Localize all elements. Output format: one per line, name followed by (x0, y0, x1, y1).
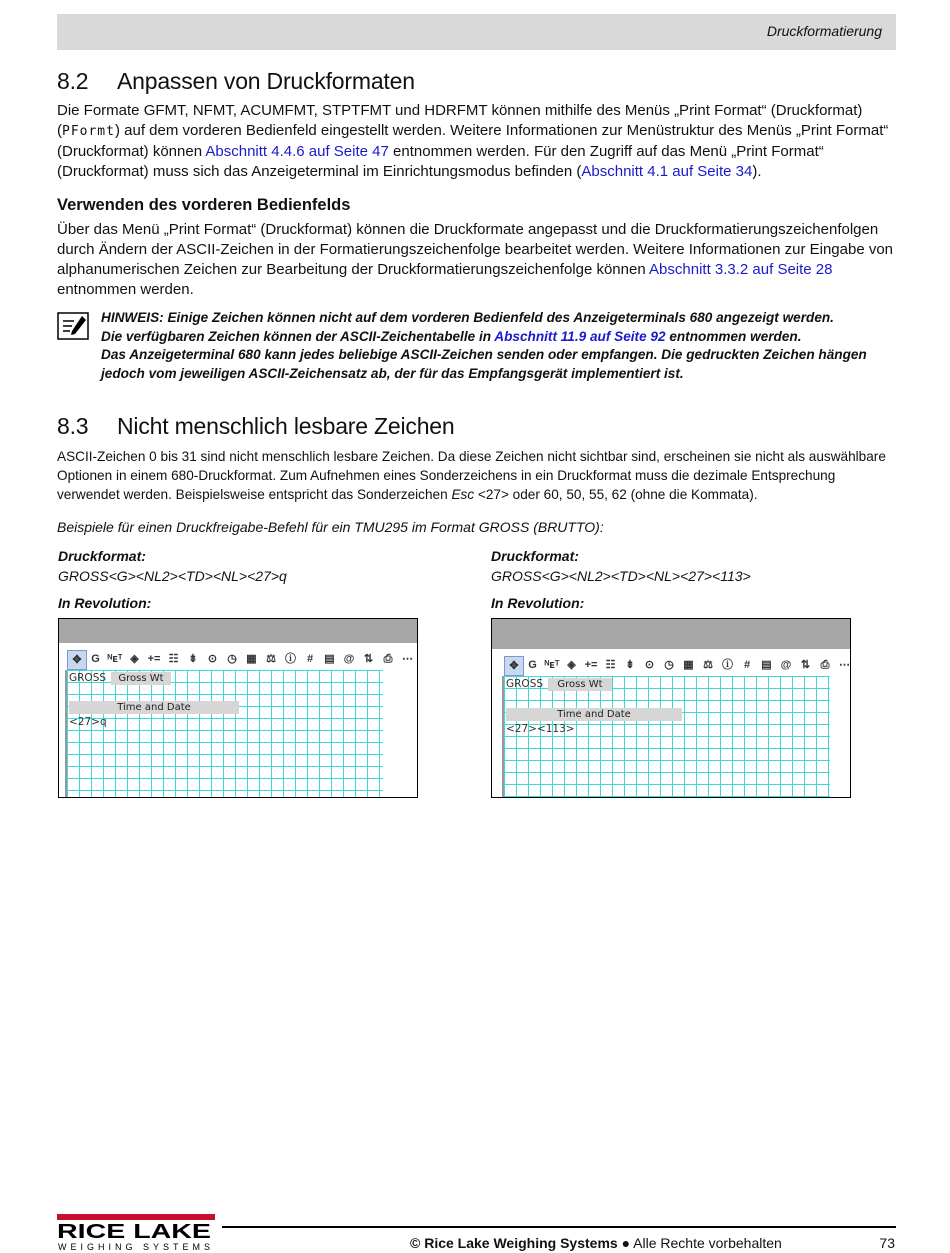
window-titlebar (59, 619, 417, 643)
link-section-11-9[interactable]: Abschnitt 11.9 auf Seite 92 (494, 328, 666, 344)
clock-icon[interactable]: ◷ (664, 659, 674, 671)
text: <27> oder 60, 50, 55, 62 (ohne die Kommata). (474, 487, 758, 502)
toolbar-button-net[interactable]: ᴺᴇᵀ (544, 659, 560, 671)
text: entnommen werden. (57, 281, 194, 298)
grid-gross-label: GROSS (69, 672, 107, 684)
grid-gross-wt-box: Gross Wt (548, 678, 612, 691)
toolbar-button-hash[interactable]: # (306, 653, 314, 665)
rice-lake-logo (57, 1214, 215, 1252)
paragraph-print-formats (57, 101, 897, 182)
bar-icon[interactable]: ▤ (761, 659, 772, 671)
example-2-value: GROSS<G><NL2><TD><NL><27><113> (491, 568, 751, 584)
note-pencil-icon (57, 312, 89, 340)
grid-gross-label: GROSS (506, 678, 544, 690)
calendar-icon[interactable]: ▦ (246, 653, 257, 665)
section-heading-8-2 (57, 68, 415, 95)
toolbar-button-plus-equals[interactable]: += (147, 653, 161, 665)
scale-icon[interactable]: ⚖ (703, 659, 713, 671)
text: ) auf dem vorderen Bedienfeld eingestellt werden. Weitere Informationen zur Menüstruktur des Menüs „Print Format“ (Druckformat) können (57, 122, 889, 160)
swap-icon[interactable]: ⇅ (800, 659, 811, 671)
link-section-4-1[interactable]: Abschnitt 4.1 auf Seite 34 (581, 163, 753, 180)
toolbar-button-hash[interactable]: # (743, 659, 751, 671)
toolbar-button-plus-equals[interactable]: += (584, 659, 598, 671)
setpoint-icon[interactable]: ⊙ (644, 659, 655, 671)
section-heading-8-3 (57, 413, 454, 440)
text: entnommen werden. (665, 328, 802, 344)
setpoint-icon[interactable]: ⊙ (207, 653, 218, 665)
window-titlebar (492, 619, 850, 649)
grid-time-date-box: Time and Date (506, 708, 682, 721)
revolution-screenshot-2 (491, 618, 851, 798)
copyright-text: © Rice Lake Weighing Systems (410, 1235, 618, 1251)
overflow-icon[interactable]: ⋯ (839, 659, 850, 671)
example-1-label: Druckformat: (58, 548, 146, 564)
footer-copyright: © Rice Lake Weighing Systems ● Alle Rechte vorbehalten (410, 1235, 782, 1251)
toolbar-button-at[interactable]: @ (343, 653, 355, 665)
toolbar-button-at[interactable]: @ (780, 659, 792, 671)
section-title: Anpassen von Druckformaten (117, 68, 415, 94)
link-section-3-3-2[interactable]: Abschnitt 3.3.2 auf Seite 28 (649, 261, 833, 278)
example-2-revolution-label: In Revolution: (491, 595, 585, 611)
paragraph-front-panel (57, 220, 897, 300)
clock-icon[interactable]: ◷ (227, 653, 237, 665)
subsection-heading: Verwenden des vorderen Bedienfelds (57, 196, 351, 214)
section-number: 8.2 (57, 68, 89, 94)
logo-sub-text: WEIGHING SYSTEMS (58, 1242, 210, 1252)
overflow-icon[interactable]: ⋯ (402, 653, 413, 665)
logo-main-text: RICE LAKE (57, 1221, 211, 1243)
id-icon[interactable]: ⓘ (285, 653, 296, 665)
note-line-2 (101, 328, 891, 347)
text: entnommen werden. Für den Zugriff auf das Menü „Print Format“ (Druckformat) muss sich das Anzeigeterminal im Einrichtungsmodus befinden ( (57, 143, 824, 180)
gross-net-tare-icon[interactable]: ☷ (605, 659, 616, 671)
header-title: Druckformatierung (766, 23, 882, 39)
grid-code-label: <27><113> (506, 723, 575, 735)
id-icon[interactable]: ⓘ (722, 659, 733, 671)
text: ASCII-Zeichen 0 bis 31 sind nicht menschlich lesbare Zeichen. Da diese Zeichen nicht sichtbar sind, erscheinen sie nicht als auswählbare Optionen in einem 680-Druckformat. Zum Aufnehmen eines Sonderzeichens in ein Druckformat muss die dezimale Entsprechung verwendet werden. Beispielsweise entspricht das Sonderzeichen (57, 449, 886, 502)
section-title: Nicht menschlich lesbare Zeichen (117, 413, 455, 439)
toolbar-button-net[interactable]: ᴺᴇᵀ (107, 653, 123, 665)
example-1-value: GROSS<G><NL2><TD><NL><27>q (58, 568, 287, 584)
format-grid[interactable] (65, 670, 383, 798)
grid-time-date-box: Time and Date (69, 701, 239, 714)
toolbar (59, 646, 417, 672)
header-bar (57, 14, 896, 50)
printer-icon[interactable]: ⎙ (820, 659, 830, 671)
note-line-1: HINWEIS: Einige Zeichen können nicht auf dem vorderen Bedienfeld des Anzeigeterminals 680 angezeigt werden. (101, 310, 834, 325)
rights-text: Alle Rechte vorbehalten (633, 1235, 782, 1251)
example-1-revolution-label: In Revolution: (58, 595, 152, 611)
select-icon[interactable]: ✥ (67, 650, 87, 670)
example-intro: Beispiele für einen Druckfreigabe-Befehl für ein TMU295 im Format GROSS (BRUTTO): (57, 519, 604, 535)
toolbar-button-g[interactable]: G (91, 653, 100, 665)
section-number: 8.3 (57, 413, 89, 439)
text: Die verfügbaren Zeichen können der ASCII-Zeichentabelle in (101, 328, 495, 344)
revolution-screenshot-1 (58, 618, 418, 798)
grid-gross-wt-box: Gross Wt (111, 672, 171, 685)
format-grid[interactable] (502, 676, 830, 798)
note-text (101, 309, 891, 383)
gross-net-tare-icon[interactable]: ☷ (168, 653, 179, 665)
footer-rule (222, 1226, 896, 1228)
tare-icon[interactable]: ◈ (130, 653, 139, 665)
text: ). (752, 163, 762, 180)
ascii-icon[interactable]: ⇟ (625, 659, 635, 671)
text: Die Formate GFMT, NFMT, ACUMFMT, STPTFMT und HDRFMT können mithilfe des Menüs „Print Format“ (Druckformat) ( (57, 102, 863, 139)
calendar-icon[interactable]: ▦ (683, 659, 694, 671)
printer-icon[interactable]: ⎙ (383, 653, 393, 665)
link-section-4-4-6[interactable]: Abschnitt 4.4.6 auf Seite 47 (205, 143, 389, 160)
grid-code-label: <27>q (69, 716, 107, 728)
note-line-3: Das Anzeigeterminal 680 kann jedes beliebige ASCII-Zeichen senden oder empfangen. Die gedruckten Zeichen hängen jedoch vom jeweiligen ASCII-Zeichensatz ab, der für das Empfangsgerät implementiert ist. (101, 347, 867, 381)
select-icon[interactable]: ✥ (504, 656, 524, 676)
example-2-label: Druckformat: (491, 548, 579, 564)
pformt-display-code: PFormt (62, 124, 115, 139)
toolbar-button-g[interactable]: G (528, 659, 537, 671)
tare-icon[interactable]: ◈ (567, 659, 576, 671)
text: Über das Menü „Print Format“ (Druckformat) können die Druckformate angepasst und die Druckformatierungszeichenfolgen durch Ändern der ASCII-Zeichen in der Formatierungszeichenfolge bearbeitet werden. Weitere Informationen zur Eingabe von alphanumerischen Zeichen zur Bearbeitung der Druckformatierungszeichenfolge können (57, 221, 894, 278)
esc-term: Esc (451, 487, 475, 502)
swap-icon[interactable]: ⇅ (363, 653, 374, 665)
ascii-icon[interactable]: ⇟ (188, 653, 198, 665)
toolbar (492, 652, 850, 678)
page-number: 73 (879, 1235, 895, 1251)
bar-icon[interactable]: ▤ (324, 653, 335, 665)
scale-icon[interactable]: ⚖ (266, 653, 276, 665)
paragraph-nonprintable (57, 447, 897, 504)
